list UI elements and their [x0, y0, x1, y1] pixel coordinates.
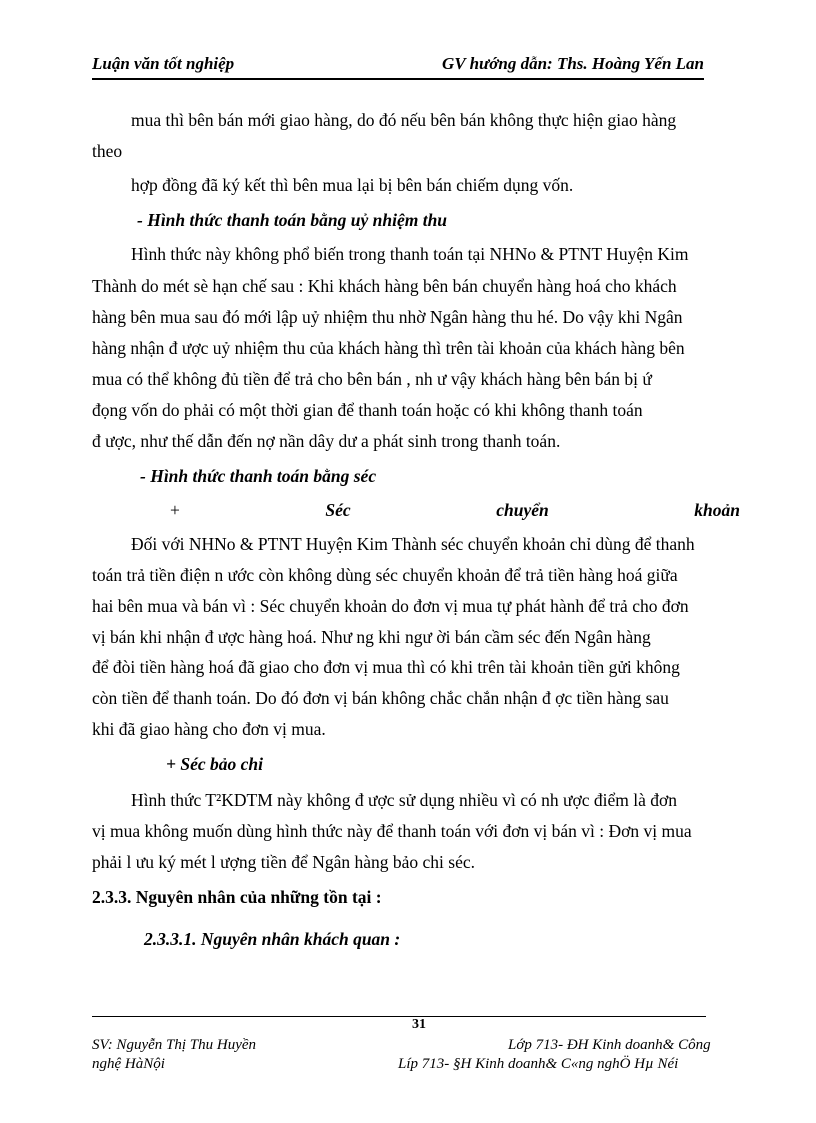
body-line: vị bán khi nhận đ ược hàng hoá. Như ng khi ngư ời bán cầm séc đến Ngân hàng: [92, 627, 651, 647]
heading-word: chuyển: [496, 500, 549, 520]
subheading-certified-cheque: + Séc bảo chi: [166, 754, 263, 774]
body-line: để đòi tiền hàng hoá đã giao cho đơn vị mua thì có khi trên tài khoản tiền gửi không: [92, 657, 680, 677]
body-line: theo: [92, 141, 123, 161]
footer-divider: [92, 1016, 706, 1017]
header-supervisor: GV hướng dẫn: Ths. Hoàng Yến Lan: [442, 54, 704, 73]
body-line: hai bên mua và bán vì : Séc chuyển khoản do đơn vị mua tự phát hành để trả cho đơn: [92, 596, 689, 616]
body-line: hợp đồng đã ký kết thì bên mua lại bị bên bán chiếm dụng vốn.: [131, 175, 574, 195]
footer-class: Lớp 713- ĐH Kinh doanh& Công: [508, 1037, 711, 1053]
subsection-heading-objective-causes: 2.3.3.1. Nguyên nhân khách quan :: [144, 929, 401, 949]
subheading-transfer-cheque: [170, 499, 740, 521]
section-heading-collection-order: - Hình thức thanh toán bằng uỷ nhiệm thu: [137, 210, 448, 230]
body-line: đọng vốn do phải có một thời gian để thanh toán hoặc có khi không thanh toán: [92, 400, 643, 420]
body-line: Hình thức T²KDTM này không đ ược sử dụng nhiều vì có nh ược điểm là đơn: [131, 790, 677, 810]
body-line: hàng nhận đ ược uỷ nhiệm thu của khách hàng thì trên tài khoản của khách hàng bên: [92, 338, 685, 358]
body-line: mua thì bên bán mới giao hàng, do đó nếu bên bán không thực hiện giao hàng: [131, 110, 677, 130]
body-line: phải l ưu ký mét l ượng tiền để Ngân hàng bảo chi séc.: [92, 852, 475, 872]
body-line: đ ược, như thế dẫn đến nợ nần dây dư a phát sinh trong thanh toán.: [92, 431, 561, 451]
page-number: 31: [412, 1017, 426, 1032]
body-line: mua có thể không đủ tiền để trả cho bên bán , nh ư vậy khách hàng bên bán bị ứ: [92, 369, 652, 389]
heading-word: Séc: [325, 500, 351, 520]
section-heading-causes: 2.3.3. Nguyên nhân của những tồn tại :: [92, 887, 382, 907]
header-thesis-title: Luận văn tốt nghiệp: [92, 54, 235, 73]
footer-student-cont: nghệ HàNội: [92, 1056, 165, 1072]
section-heading-cheque: - Hình thức thanh toán bằng séc: [140, 466, 377, 486]
body-line: khi đã giao hàng cho đơn vị mua.: [92, 719, 326, 739]
body-line: Thành do mét sè hạn chế sau : Khi khách hàng bên bán chuyển hàng hoá cho khách: [92, 276, 677, 296]
body-line: vị mua không muốn dùng hình thức này để thanh toán với đơn vị bán vì : Đơn vị mua: [92, 821, 692, 841]
body-line: hàng bên mua sau đó mới lập uỷ nhiệm thu nhờ Ngân hàng thu hé. Do vậy khi Ngân: [92, 307, 683, 327]
footer-student: SV: Nguyễn Thị Thu Huyền: [92, 1037, 257, 1053]
plus-marker: +: [170, 500, 180, 520]
page-header: [92, 52, 704, 80]
body-line: còn tiền để thanh toán. Do đó đơn vị bán không chắc chắn nhận đ ợc tiền hàng sau: [92, 688, 669, 708]
body-line: toán trả tiền điện n ước còn không dùng séc chuyển khoản để trả tiền hàng hoá giữa: [92, 565, 678, 585]
body-line: Hình thức này không phổ biến trong thanh toán tại NHNo & PTNT Huyện Kim: [131, 244, 689, 264]
heading-word: khoản: [694, 500, 740, 520]
body-line: Đối với NHNo & PTNT Huyện Kim Thành séc chuyển khoản chỉ dùng để thanh: [131, 534, 695, 554]
footer-class-legacy: Líp 713- §H Kinh doanh& C«ng nghÖ Hµ Néi: [398, 1056, 679, 1072]
